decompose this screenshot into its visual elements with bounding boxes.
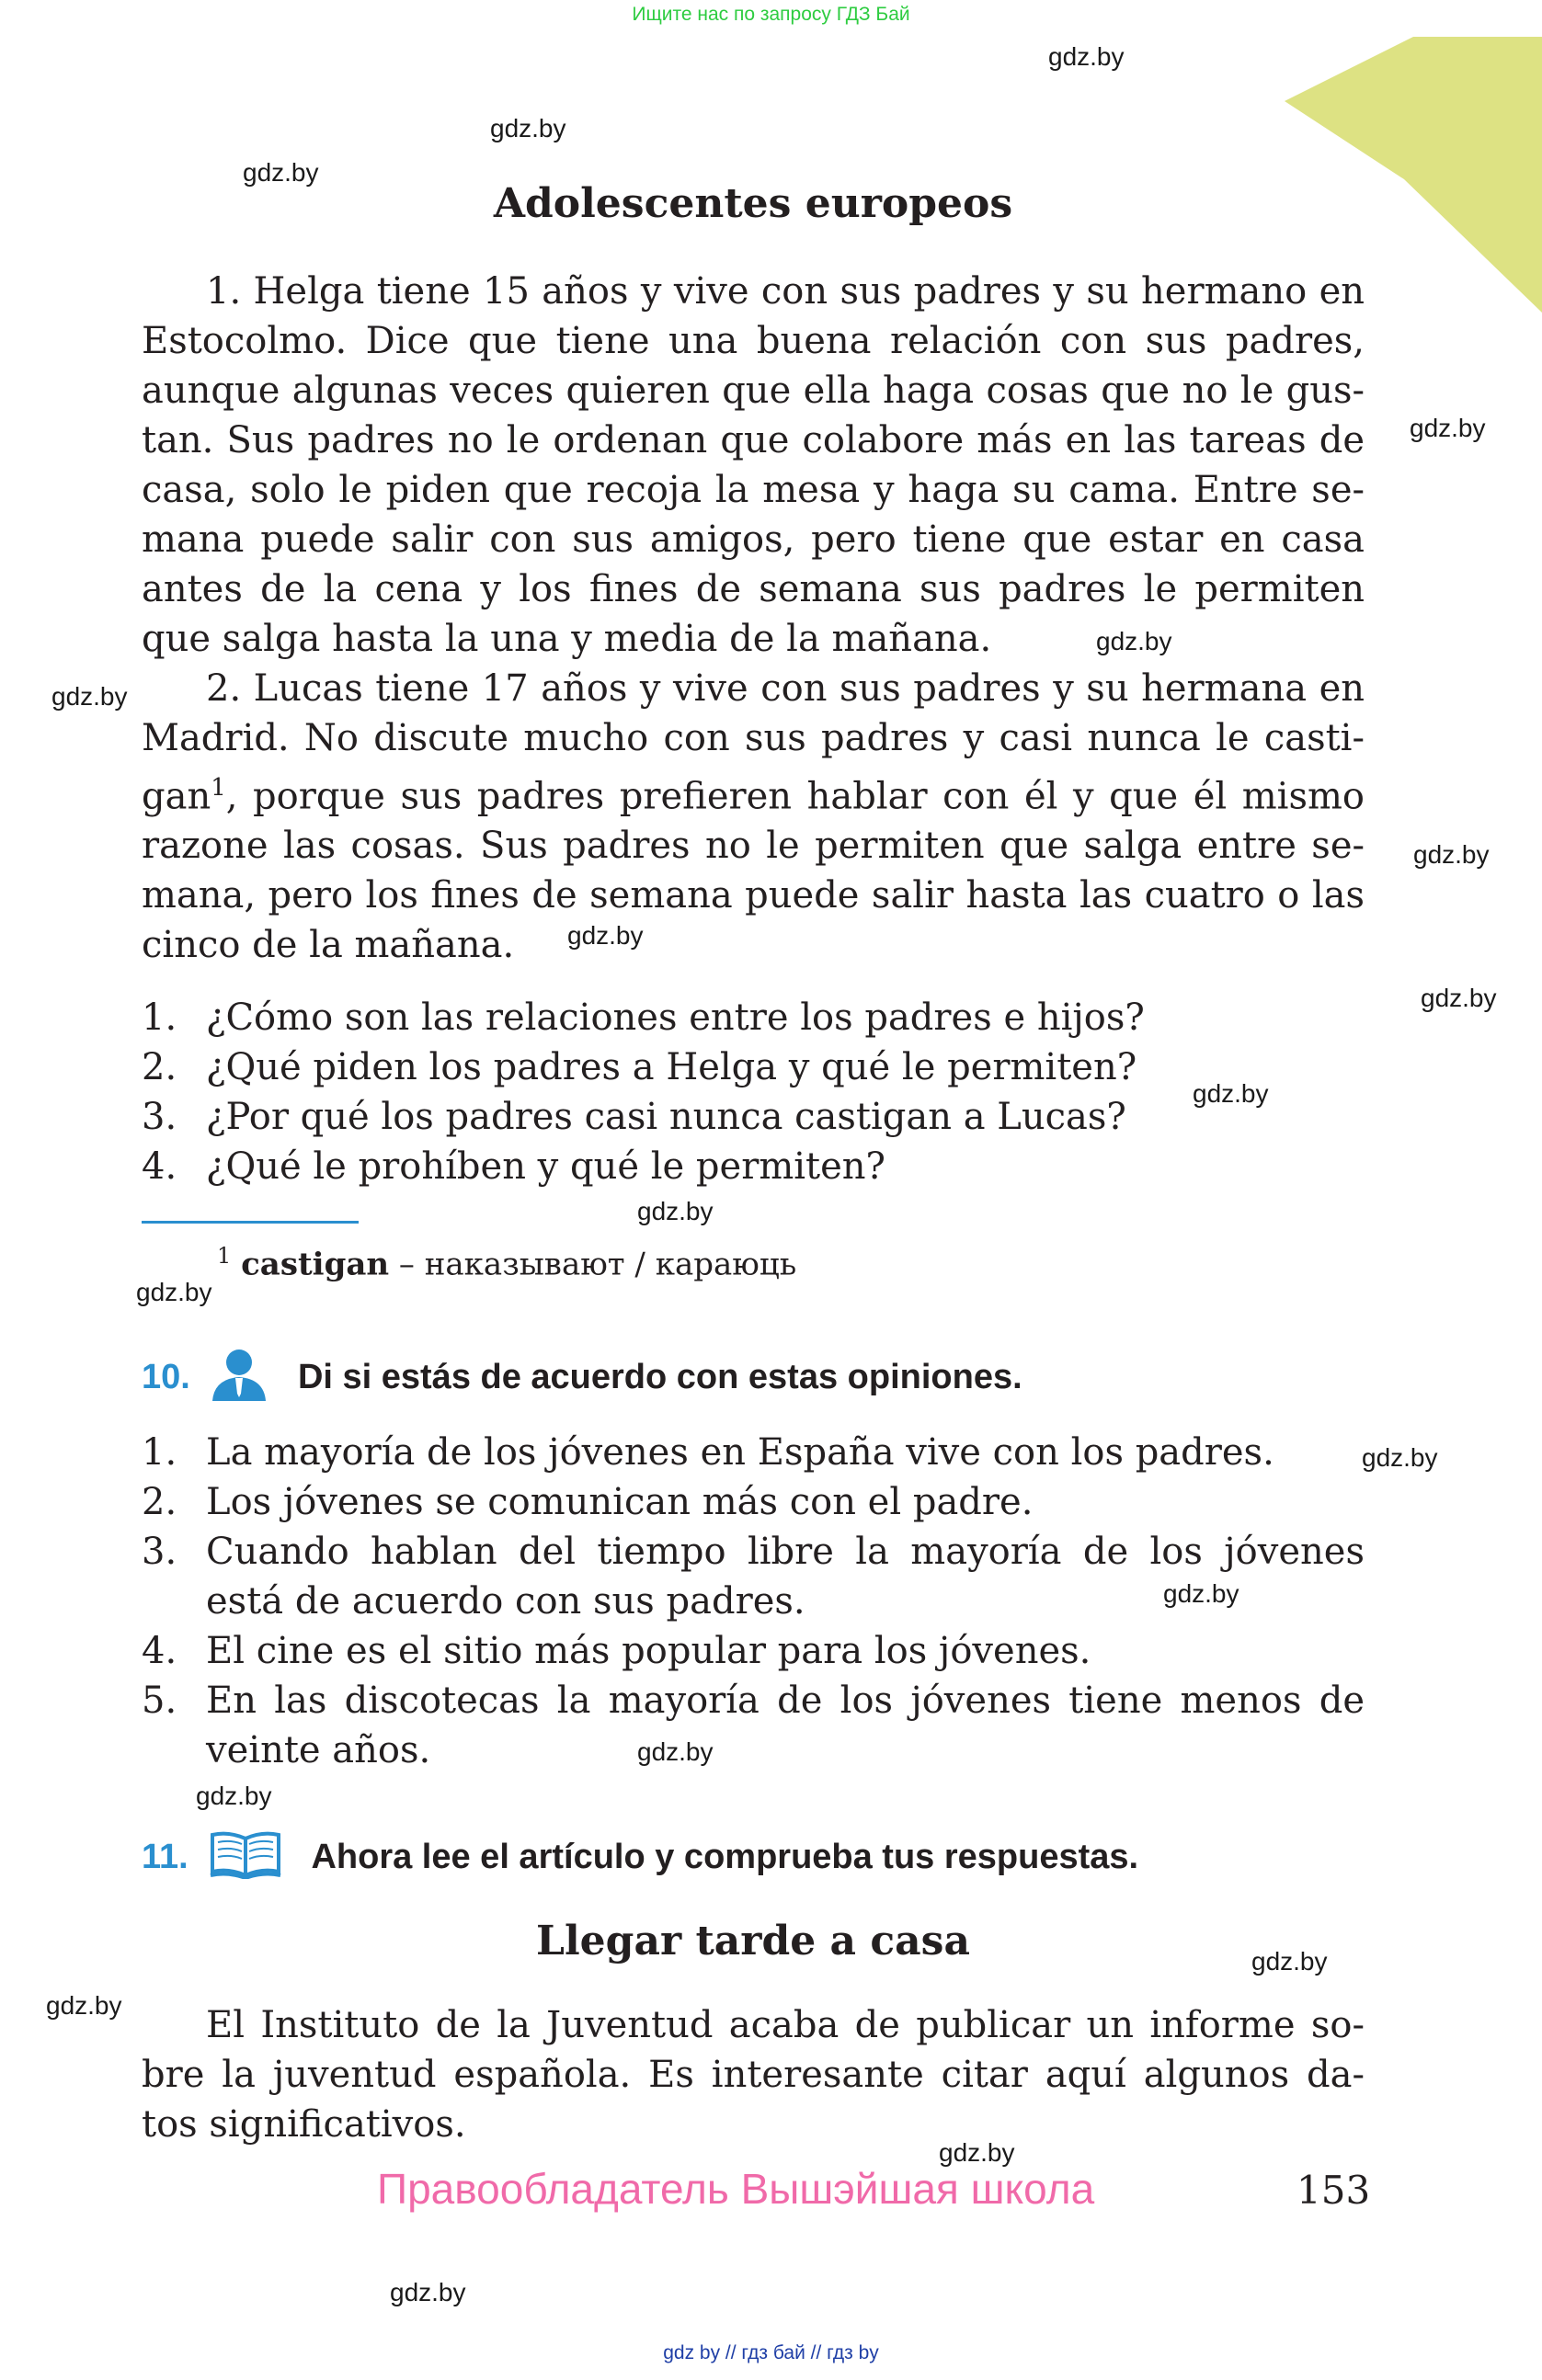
item-number: 1. <box>142 996 177 1039</box>
watermark: gdz.by <box>243 158 319 187</box>
item-text: veinte años. <box>206 1729 431 1771</box>
text-line: mana puede salir con sus amigos, pero tiene que estar en casa <box>142 518 1365 561</box>
task-11 <box>142 1829 1138 1888</box>
section-title: Adolescentes europeos <box>493 180 1013 227</box>
item-text: ¿Qué piden los padres a Helga y qué le permiten? <box>206 1046 1137 1088</box>
list-item <box>142 1428 1365 1477</box>
paragraph-article <box>142 2000 1365 2149</box>
text-line: El Instituto de la Juventud acaba de publicar un informe so- <box>206 2004 1365 2046</box>
watermark: gdz.by <box>1251 1947 1328 1976</box>
task-instruction: Di si estás de acuerdo con estas opiniones. <box>297 1358 1022 1397</box>
text-line: tos significativos. <box>142 2103 466 2146</box>
questions-list <box>142 993 1365 1191</box>
task-number: 10. <box>142 1358 190 1397</box>
task-number: 11. <box>142 1838 188 1877</box>
watermark: gdz.by <box>637 1737 714 1766</box>
list-item <box>142 1042 1365 1092</box>
watermark: gdz.by <box>1048 42 1125 71</box>
top-banner[interactable]: Ищите нас по запросу ГДЗ Бай <box>632 4 910 25</box>
watermark: gdz.by <box>1410 414 1486 442</box>
watermark: gdz.by <box>1421 984 1497 1012</box>
paragraph-helga <box>142 267 1365 664</box>
text-line: casa, solo le piden que recoja la mesa y haga su cama. Entre se- <box>142 469 1365 511</box>
item-number: 3. <box>142 1096 177 1138</box>
footnote-mark: 1 <box>217 1243 232 1269</box>
item-number: 2. <box>142 1481 177 1523</box>
watermark: gdz.by <box>196 1782 272 1810</box>
text-line: aunque algunas veces quieren que ella haga cosas que no le gus- <box>142 370 1365 412</box>
watermark: gdz.by <box>637 1197 714 1225</box>
task-10 <box>142 1348 1022 1410</box>
item-text: En las discotecas la mayoría de los jóvenes tiene menos de <box>206 1680 1365 1722</box>
person-icon <box>211 1348 268 1410</box>
watermark: gdz.by <box>46 1991 122 2020</box>
item-number: 4. <box>142 1145 177 1188</box>
text-line: antes de la cena y los fines de semana sus padres le permiten <box>142 568 1365 610</box>
list-item <box>142 1626 1365 1676</box>
footnote-rule <box>142 1221 359 1224</box>
watermark: gdz.by <box>939 2138 1015 2167</box>
open-book-icon <box>209 1829 282 1888</box>
list-item <box>142 1092 1365 1142</box>
text-line: que salga hasta la una y media de la mañana. <box>142 618 992 660</box>
watermark: gdz.by <box>1163 1579 1239 1608</box>
footer-links[interactable]: gdz by // гдз бай // гдз by <box>663 2342 879 2363</box>
watermark: gdz.by <box>1413 840 1490 869</box>
item-number: 4. <box>142 1630 177 1672</box>
article-title: Llegar tarde a casa <box>536 1918 970 1964</box>
list-item <box>142 1477 1365 1527</box>
watermark: gdz.by <box>1096 627 1172 655</box>
watermark: gdz.by <box>490 114 566 142</box>
text-line: razone las cosas. Sus padres no le permiten que salga entre se- <box>142 825 1365 868</box>
item-number: 3. <box>142 1531 177 1573</box>
footnote-term: castigan <box>241 1246 390 1283</box>
item-text: ¿Por qué los padres casi nunca castigan a Lucas? <box>206 1096 1126 1138</box>
copyright-holder: Правообладатель Вышэйшая школа <box>377 2165 1095 2213</box>
watermark: gdz.by <box>390 2278 466 2306</box>
text-line: mana, pero los fines de semana puede salir hasta las cuatro o las <box>142 874 1365 917</box>
watermark: gdz.by <box>567 921 644 950</box>
item-number: 5. <box>142 1680 177 1722</box>
watermark: gdz.by <box>136 1278 212 1306</box>
list-item <box>142 1142 1365 1191</box>
list-item <box>142 993 1365 1042</box>
text-fragment: gan <box>142 775 211 818</box>
text-line: Madrid. No discute mucho con sus padres y casi nunca le casti- <box>142 717 1365 759</box>
list-item <box>142 1676 1365 1775</box>
watermark: gdz.by <box>51 682 128 711</box>
task-instruction: Ahora lee el artículo y comprueba tus respuestas. <box>311 1838 1139 1877</box>
item-number: 1. <box>142 1431 177 1474</box>
text-line: 2. Lucas tiene 17 años y vive con sus padres y su hermana en <box>206 667 1365 710</box>
footnote-mark: 1 <box>211 774 226 802</box>
watermark: gdz.by <box>1193 1079 1269 1108</box>
item-text: está de acuerdo con sus padres. <box>206 1580 805 1623</box>
text-line <box>142 763 1365 821</box>
item-text: ¿Cómo son las relaciones entre los padres e hijos? <box>206 996 1145 1039</box>
text-line: cinco de la mañana. <box>142 924 515 967</box>
paragraph-lucas <box>142 664 1365 970</box>
watermark: gdz.by <box>1362 1443 1438 1472</box>
item-text: El cine es el sitio más popular para los jóvenes. <box>206 1630 1091 1672</box>
list-item <box>142 1527 1365 1626</box>
footnote-gloss: – наказывают / караюць <box>389 1246 797 1283</box>
text-line: Estocolmo. Dice que tiene una buena relación con sus padres, <box>142 320 1365 362</box>
text-fragment: , porque sus padres prefieren hablar con él y que él mismo <box>225 775 1365 818</box>
text-line: tan. Sus padres no le ordenan que colabore más en las tareas de <box>142 419 1365 461</box>
opinions-list <box>142 1428 1365 1775</box>
page-number: 153 <box>1296 2168 1371 2213</box>
text-line: bre la juventud española. Es interesante citar aquí algunos da- <box>142 2054 1365 2096</box>
item-text: Los jóvenes se comunican más con el padre. <box>206 1481 1034 1523</box>
item-text: Cuando hablan del tiempo libre la mayoría de los jóvenes <box>206 1531 1365 1573</box>
footnote <box>217 1243 796 1282</box>
text-line: 1. Helga tiene 15 años y vive con sus padres y su hermano en <box>206 270 1365 313</box>
item-number: 2. <box>142 1046 177 1088</box>
item-text: ¿Qué le prohíben y qué le permiten? <box>206 1145 886 1188</box>
item-text: La mayoría de los jóvenes en España vive con los padres. <box>206 1431 1274 1474</box>
